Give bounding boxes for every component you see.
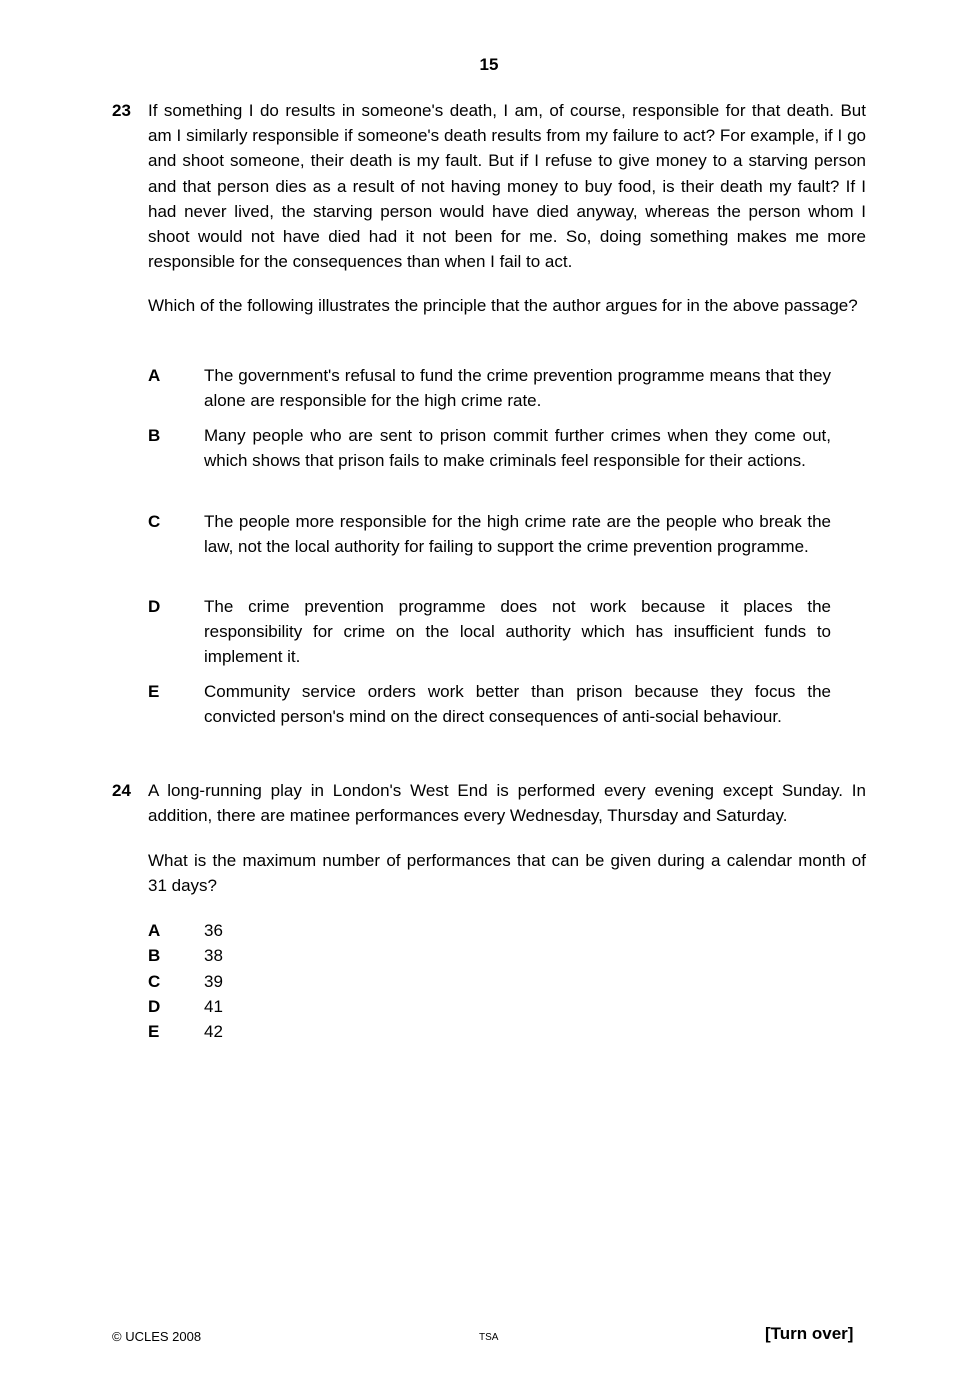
question-23-passage: If something I do results in someone's death, I am, of course, responsible for that death. But am I similarly responsible if someone's death results from my failure to act? For example, if I go and shoot someone, their death is my fault. But if I refuse to give money to a starving person and that person dies as a result of not having money to buy food, is their death my fault? If I had never lived, the starving person would have died anyway, whereas the person whom I shoot would not have died had it not been for me. So, doing something makes me more responsible for the consequences than when I fail to act. — [148, 101, 866, 272]
option-letter: B — [148, 946, 161, 965]
footer-code: TSA — [479, 1332, 499, 1343]
option-text: Community service orders work better than prison because they focus the convicted person's mind on the direct consequences of anti-social behaviour. — [204, 682, 831, 727]
option-text: 38 — [204, 946, 223, 965]
q24-option-e — [148, 1019, 831, 1044]
q23-option-b — [148, 423, 831, 473]
q23-option-c — [148, 509, 831, 559]
option-text: 39 — [204, 972, 223, 991]
option-letter: A — [148, 921, 161, 940]
option-text: 36 — [204, 921, 223, 940]
question-number-24: 24 — [112, 781, 131, 800]
option-text: The people more responsible for the high crime rate are the people who break the law, not the local authority for failing to support the crime prevention programme. — [204, 512, 831, 557]
q23-option-e — [148, 679, 831, 729]
question-number-23: 23 — [112, 101, 131, 120]
q23-option-a — [148, 363, 831, 413]
option-text: Many people who are sent to prison commit further crimes when they come out, which shows that prison fails to make criminals feel responsible for their actions. — [204, 426, 831, 471]
option-text: The crime prevention programme does not work because it places the responsibility for crime on the local authority which has insufficient funds to implement it. — [204, 597, 831, 667]
option-letter: C — [148, 512, 161, 531]
question-23-prompt: Which of the following illustrates the principle that the author argues for in the above passage? — [148, 296, 858, 315]
option-letter: E — [148, 682, 160, 701]
q24-option-d — [148, 994, 831, 1019]
option-letter: D — [148, 997, 161, 1016]
option-text: 42 — [204, 1022, 223, 1041]
question-24-prompt: What is the maximum number of performances that can be given during a calendar month of 31 days? — [148, 851, 866, 896]
question-24-passage: A long-running play in London's West End is performed every evening except Sunday. In addition, there are matinee performances every Wednesday, Thursday and Saturday. — [148, 781, 866, 826]
footer-copyright: © UCLES 2008 — [112, 1329, 202, 1344]
option-letter: C — [148, 972, 161, 991]
option-text: 41 — [204, 997, 223, 1016]
option-letter: E — [148, 1022, 160, 1041]
option-text: The government's refusal to fund the crime prevention programme means that they alone are responsible for the high crime rate. — [204, 366, 831, 411]
option-letter: D — [148, 597, 161, 616]
q24-option-a — [148, 918, 831, 943]
option-letter: A — [148, 366, 161, 385]
q23-option-d — [148, 594, 831, 670]
page-number: 15 — [479, 55, 499, 74]
turn-over-label: [Turn over] — [765, 1324, 854, 1343]
q24-option-c — [148, 969, 831, 994]
q24-option-b — [148, 943, 831, 968]
option-letter: B — [148, 426, 161, 445]
